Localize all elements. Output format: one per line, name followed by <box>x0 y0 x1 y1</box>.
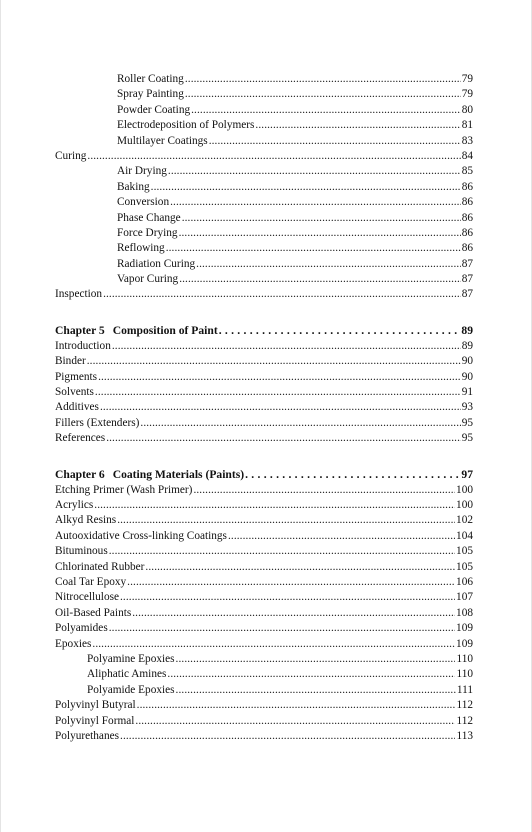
dot-leader <box>185 87 461 102</box>
toc-entry <box>55 211 473 226</box>
toc-entry <box>55 339 473 354</box>
dot-leader <box>127 575 455 590</box>
toc-entry-title: Introduction <box>55 339 111 352</box>
dot-leader <box>94 498 455 513</box>
toc-entry-title: Epoxies <box>55 637 92 650</box>
toc-entry-page: 79 <box>461 73 473 85</box>
toc-entry <box>55 529 473 544</box>
dot-leader <box>179 272 461 287</box>
toc-entry <box>55 370 473 385</box>
dot-leader <box>167 667 455 682</box>
chapter-name: Composition of Paint <box>112 324 218 338</box>
dot-leader <box>120 729 455 744</box>
dot-leader <box>100 400 461 415</box>
dot-leader <box>255 118 460 133</box>
toc-entry-page: 105 <box>456 560 473 573</box>
dot-leader <box>120 590 455 605</box>
dot-leader <box>135 714 455 729</box>
dot-leader <box>98 370 461 385</box>
dot-leader <box>191 103 461 118</box>
toc-entry-title: Inspection <box>55 288 103 301</box>
toc-entry-page: 110 <box>456 652 473 665</box>
dot-leader <box>176 683 456 698</box>
toc-entry-page: 90 <box>461 355 473 368</box>
toc-entry <box>55 134 473 149</box>
toc-entry <box>55 118 473 133</box>
toc-entry <box>55 354 473 369</box>
toc-entry-page: 93 <box>461 401 473 414</box>
toc-entry-title: Vapor Curing <box>117 273 179 286</box>
dot-leader <box>170 195 461 210</box>
toc-entry-page: 80 <box>461 103 473 116</box>
toc-entry-title: Radiation Curing <box>117 257 196 270</box>
toc-entry-page: 89 <box>461 339 473 352</box>
toc-entry-title: Force Drying <box>117 226 178 239</box>
toc-entry-title: References <box>55 432 106 445</box>
chapter-number: Chapter 6 <box>55 468 105 482</box>
chapter-name: Coating Materials (Paints) <box>112 468 245 482</box>
toc-entry-page: 87 <box>461 273 473 286</box>
toc-entry <box>55 431 473 446</box>
toc-entry-page: 84 <box>461 149 473 162</box>
toc-entry-page: 102 <box>456 514 473 527</box>
toc-entry <box>55 606 473 621</box>
dot-leader <box>179 226 461 241</box>
toc-entry-page: 110 <box>456 668 473 681</box>
toc-entry-page: 111 <box>456 683 473 696</box>
dot-leader <box>145 560 455 575</box>
toc-entry-title: Aliphatic Amines <box>87 668 167 681</box>
toc-entry-title: Spray Painting <box>117 88 184 101</box>
dot-leader <box>132 606 455 621</box>
dot-leader <box>87 149 460 164</box>
dot-leader <box>228 529 455 544</box>
toc-entry-title: Polyamine Epoxies <box>87 652 175 665</box>
toc-entry-page: 106 <box>456 576 473 589</box>
toc-entry-page: 113 <box>456 729 473 742</box>
toc-entry-title: Electrodeposition of Polymers <box>117 119 255 132</box>
toc-entry <box>55 272 473 287</box>
toc-entry-page: 86 <box>461 242 473 255</box>
toc-entry-page: 87 <box>461 288 473 301</box>
chapter-title <box>55 467 244 482</box>
dot-leader <box>209 134 461 149</box>
toc-entry <box>55 560 473 575</box>
toc-entry <box>55 729 473 744</box>
dot-leader <box>87 354 461 369</box>
toc-entry-title: Chlorinated Rubber <box>55 560 145 573</box>
toc-entry <box>55 400 473 415</box>
toc-entry-title: Coal Tar Epoxy <box>55 576 127 589</box>
dot-leader <box>109 544 455 559</box>
toc-entry-page: 85 <box>461 165 473 178</box>
toc-entry <box>55 714 473 729</box>
toc-entry-title: Additives <box>55 401 99 414</box>
toc-entry-title: Oil-Based Paints <box>55 606 132 619</box>
toc-entry <box>55 513 473 528</box>
toc-entry-title: Solvents <box>55 385 94 398</box>
toc-entry-page: 104 <box>456 529 473 542</box>
toc-entry-title: Etching Primer (Wash Primer) <box>55 483 193 496</box>
toc-entry-title: Nitrocellulose <box>55 591 119 604</box>
dot-leader <box>92 637 455 652</box>
chapter-heading-6 <box>55 467 473 482</box>
toc-entry-title: Alkyd Resins <box>55 514 117 527</box>
toc-entry-page: 91 <box>461 385 473 398</box>
dot-leader <box>245 467 460 482</box>
toc-entry <box>55 698 473 713</box>
toc-entry-title: Polyurethanes <box>55 729 120 742</box>
dot-leader <box>193 483 455 498</box>
toc-entry-title: Curing <box>55 149 87 162</box>
table-of-contents <box>55 72 473 744</box>
toc-entry-page: 90 <box>461 370 473 383</box>
toc-entry <box>55 164 473 179</box>
toc-entry-page: 81 <box>461 119 473 132</box>
toc-entry-title: Polyvinyl Formal <box>55 714 135 727</box>
toc-entry <box>55 287 473 302</box>
toc-entry <box>55 652 473 667</box>
toc-entry-page: 108 <box>456 606 473 619</box>
dot-leader <box>185 72 461 87</box>
toc-entry-page: 79 <box>461 88 473 101</box>
toc-entry-page: 86 <box>461 226 473 239</box>
toc-entry-page: 112 <box>456 699 473 712</box>
toc-entry <box>55 637 473 652</box>
toc-entry-page: 86 <box>461 180 473 193</box>
toc-entry-title: Autooxidative Cross-linking Coatings <box>55 529 227 542</box>
toc-entry-title: Bituminous <box>55 545 108 558</box>
toc-entry-title: Powder Coating <box>117 103 191 116</box>
chapter-heading-5 <box>55 323 473 338</box>
toc-entry-title: Conversion <box>117 196 170 209</box>
toc-entry-title: Pigments <box>55 370 98 383</box>
toc-entry <box>55 149 473 164</box>
toc-entry <box>55 241 473 256</box>
dot-leader <box>168 164 461 179</box>
dot-leader <box>109 621 455 636</box>
toc-entry <box>55 621 473 636</box>
toc-entry-page: 83 <box>461 134 473 147</box>
toc-entry-page: 112 <box>456 714 473 727</box>
toc-entry-title: Baking <box>117 180 150 193</box>
toc-entry <box>55 575 473 590</box>
toc-entry-page: 95 <box>461 432 473 445</box>
toc-entry <box>55 498 473 513</box>
toc-entry-title: Reflowing <box>117 242 165 255</box>
toc-entry <box>55 544 473 559</box>
toc-entry-title: Binder <box>55 355 86 368</box>
chapter-title <box>55 323 218 338</box>
toc-entry <box>55 87 473 102</box>
toc-entry <box>55 483 473 498</box>
toc-entry-title: Polyamides <box>55 622 108 635</box>
toc-entry <box>55 226 473 241</box>
dot-leader <box>117 513 455 528</box>
toc-entry <box>55 103 473 118</box>
toc-entry-page: 86 <box>461 211 473 224</box>
toc-entry-title: Acrylics <box>55 499 94 512</box>
dot-leader <box>166 241 461 256</box>
toc-entry-page: 109 <box>456 637 473 650</box>
dot-leader <box>182 211 461 226</box>
toc-entry-title: Roller Coating <box>117 73 184 85</box>
toc-entry <box>55 385 473 400</box>
dot-leader <box>95 385 461 400</box>
toc-entry <box>55 257 473 272</box>
toc-entry-page: 95 <box>461 416 473 429</box>
toc-entry-page: 100 <box>456 483 473 496</box>
toc-entry-page: 109 <box>456 622 473 635</box>
toc-entry <box>55 416 473 431</box>
toc-entry <box>55 72 473 87</box>
chapter-page: 89 <box>461 324 473 338</box>
dot-leader <box>176 652 456 667</box>
dot-leader <box>103 287 461 302</box>
dot-leader <box>112 339 461 354</box>
toc-entry-page: 87 <box>461 257 473 270</box>
dot-leader <box>219 323 461 338</box>
toc-entry <box>55 590 473 605</box>
dot-leader <box>106 431 461 446</box>
toc-entry <box>55 180 473 195</box>
toc-entry-title: Air Drying <box>117 165 167 178</box>
toc-entry <box>55 195 473 210</box>
dot-leader <box>196 257 461 272</box>
toc-entry <box>55 683 473 698</box>
toc-entry-title: Polyvinyl Butyral <box>55 699 136 712</box>
dot-leader <box>137 698 456 713</box>
dot-leader <box>140 416 460 431</box>
toc-entry-title: Multilayer Coatings <box>117 134 208 147</box>
chapter-number: Chapter 5 <box>55 324 105 338</box>
chapter-page: 97 <box>461 468 473 482</box>
toc-entry-title: Phase Change <box>117 211 181 224</box>
toc-entry-page: 100 <box>456 499 473 512</box>
toc-entry-page: 107 <box>456 591 473 604</box>
toc-entry-title: Fillers (Extenders) <box>55 416 140 429</box>
dot-leader <box>151 180 461 195</box>
toc-entry-page: 86 <box>461 196 473 209</box>
toc-entry <box>55 667 473 682</box>
toc-entry-page: 105 <box>456 545 473 558</box>
toc-entry-title: Polyamide Epoxies <box>87 683 175 696</box>
